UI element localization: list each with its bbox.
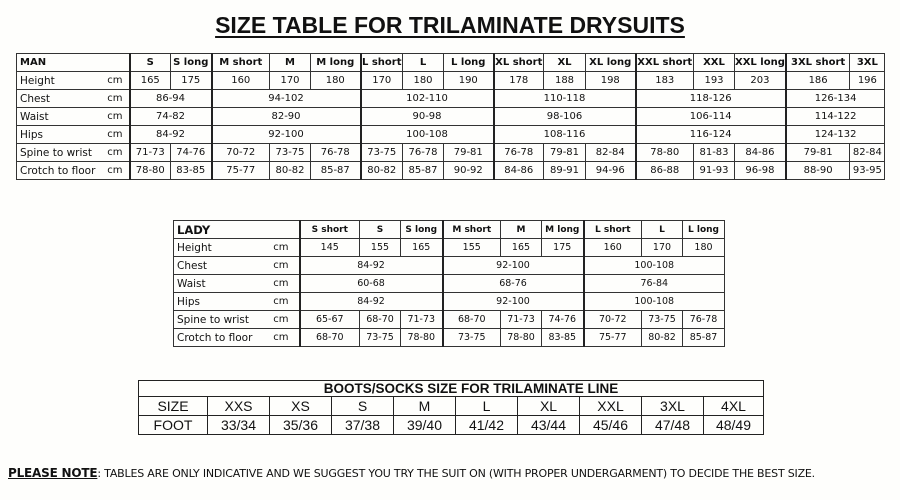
unit-label: cm	[258, 275, 300, 293]
cell: 74-82	[130, 108, 212, 126]
size-header: XXL short	[636, 54, 694, 72]
size-header: M	[501, 221, 542, 239]
cell: 74-76	[171, 144, 212, 162]
unit-label: cm	[105, 144, 130, 162]
boots-table-title: BOOTS/SOCKS SIZE FOR TRILAMINATE LINE	[139, 381, 764, 397]
cell: 84-92	[130, 126, 212, 144]
cell: 68-70	[300, 329, 360, 347]
size-header: S short	[300, 221, 360, 239]
row-label: Waist	[174, 275, 258, 293]
size-header: L short	[361, 54, 403, 72]
row-label: Hips	[174, 293, 258, 311]
unit-label: cm	[258, 311, 300, 329]
page-title	[0, 12, 900, 39]
cell: 81-83	[694, 144, 735, 162]
unit-label: cm	[258, 293, 300, 311]
cell: 178	[494, 72, 544, 90]
cell: 70-72	[584, 311, 642, 329]
lady-header-label: LADY	[174, 221, 300, 239]
cell: 118-126	[636, 90, 786, 108]
cell: 4XL	[704, 397, 764, 416]
unit-label: cm	[105, 162, 130, 180]
size-header: XL short	[494, 54, 544, 72]
cell: 82-84	[850, 144, 885, 162]
cell: 170	[361, 72, 403, 90]
unit-label: cm	[105, 90, 130, 108]
cell: 165	[401, 239, 443, 257]
cell: 86-94	[130, 90, 212, 108]
cell: 126-134	[786, 90, 885, 108]
man-header-label: MAN	[17, 54, 130, 72]
man-chest-row	[17, 90, 885, 108]
man-height-row	[17, 72, 885, 90]
size-header: M short	[443, 221, 501, 239]
cell: 94-96	[586, 162, 636, 180]
unit-label: cm	[258, 329, 300, 347]
row-label: Chest	[174, 257, 258, 275]
cell: 48/49	[704, 416, 764, 435]
cell: 98-106	[494, 108, 636, 126]
cell: 80-82	[361, 162, 403, 180]
size-header: 3XL	[850, 54, 885, 72]
cell: 90-98	[361, 108, 494, 126]
man-header-row	[17, 54, 885, 72]
cell: 83-85	[171, 162, 212, 180]
cell: 76-78	[494, 144, 544, 162]
cell: 45/46	[580, 416, 642, 435]
cell: 155	[360, 239, 401, 257]
cell: 73-75	[270, 144, 311, 162]
row-label: FOOT	[139, 416, 208, 435]
cell: 37/38	[332, 416, 394, 435]
row-label: Spine to wrist	[17, 144, 105, 162]
cell: 175	[171, 72, 212, 90]
cell: 78-80	[501, 329, 542, 347]
unit-label: cm	[105, 108, 130, 126]
size-header: L	[642, 221, 683, 239]
cell: 90-92	[444, 162, 494, 180]
cell: 82-84	[586, 144, 636, 162]
cell: 73-75	[642, 311, 683, 329]
cell: 75-77	[212, 162, 270, 180]
size-header: XL	[544, 54, 586, 72]
cell: 73-75	[443, 329, 501, 347]
cell: 102-110	[361, 90, 494, 108]
cell: 68-70	[443, 311, 501, 329]
cell: 73-75	[361, 144, 403, 162]
cell: 165	[130, 72, 171, 90]
size-header: L long	[683, 221, 725, 239]
cell: 71-73	[130, 144, 171, 162]
note-label: PLEASE NOTE	[8, 466, 98, 480]
cell: XXS	[208, 397, 270, 416]
size-header: M short	[212, 54, 270, 72]
cell: 198	[586, 72, 636, 90]
cell: 76-84	[584, 275, 725, 293]
cell: XL	[518, 397, 580, 416]
cell: 39/40	[394, 416, 456, 435]
row-label: Spine to wrist	[174, 311, 258, 329]
row-label: Height	[17, 72, 105, 90]
note-text: : TABLES ARE ONLY INDICATIVE AND WE SUGGEST YOU TRY THE SUIT ON (WITH PROPER UNDERGARMENT) TO DECIDE THE BEST SIZE.	[97, 467, 815, 480]
man-waist-row	[17, 108, 885, 126]
cell: 75-77	[584, 329, 642, 347]
size-header: M long	[311, 54, 361, 72]
cell: 78-80	[401, 329, 443, 347]
cell: 93-95	[850, 162, 885, 180]
size-header: M long	[542, 221, 584, 239]
man-spine-row	[17, 144, 885, 162]
cell: 89-91	[544, 162, 586, 180]
man-hips-row	[17, 126, 885, 144]
cell: 84-86	[494, 162, 544, 180]
cell: 78-80	[636, 144, 694, 162]
lady-size-table	[173, 220, 725, 347]
cell: 92-100	[212, 126, 361, 144]
row-label: Waist	[17, 108, 105, 126]
cell: 73-75	[360, 329, 401, 347]
cell: 91-93	[694, 162, 735, 180]
cell: 60-68	[300, 275, 443, 293]
boots-title-row	[139, 381, 764, 397]
cell: 96-98	[735, 162, 786, 180]
size-header: M	[270, 54, 311, 72]
row-label: Crotch to floor	[174, 329, 258, 347]
cell: 76-78	[683, 311, 725, 329]
cell: 74-76	[542, 311, 584, 329]
row-label: Height	[174, 239, 258, 257]
cell: 196	[850, 72, 885, 90]
size-header: XXL	[694, 54, 735, 72]
cell: XS	[270, 397, 332, 416]
size-header: S long	[171, 54, 212, 72]
cell: 84-86	[735, 144, 786, 162]
size-header: S	[360, 221, 401, 239]
cell: 170	[270, 72, 311, 90]
lady-header-row	[174, 221, 725, 239]
cell: 85-87	[311, 162, 361, 180]
lady-hips-row	[174, 293, 725, 311]
man-crotch-row	[17, 162, 885, 180]
cell: 190	[444, 72, 494, 90]
cell: 170	[642, 239, 683, 257]
cell: 180	[403, 72, 444, 90]
unit-label: cm	[105, 126, 130, 144]
cell: 85-87	[683, 329, 725, 347]
cell: 80-82	[642, 329, 683, 347]
cell: 124-132	[786, 126, 885, 144]
cell: 186	[786, 72, 850, 90]
cell: 100-108	[584, 257, 725, 275]
cell: 145	[300, 239, 360, 257]
cell: 203	[735, 72, 786, 90]
boots-size-row	[139, 397, 764, 416]
cell: 94-102	[212, 90, 361, 108]
cell: 33/34	[208, 416, 270, 435]
cell: 35/36	[270, 416, 332, 435]
boots-size-table	[138, 380, 764, 435]
cell: 68-70	[360, 311, 401, 329]
cell: 78-80	[130, 162, 171, 180]
lady-spine-row	[174, 311, 725, 329]
cell: 155	[443, 239, 501, 257]
cell: 3XL	[642, 397, 704, 416]
row-label: Chest	[17, 90, 105, 108]
size-header: 3XL short	[786, 54, 850, 72]
cell: 175	[542, 239, 584, 257]
cell: 79-81	[444, 144, 494, 162]
cell: 180	[311, 72, 361, 90]
cell: 100-108	[361, 126, 494, 144]
size-header: S long	[401, 221, 443, 239]
cell: 160	[212, 72, 270, 90]
cell: 80-82	[270, 162, 311, 180]
cell: 71-73	[401, 311, 443, 329]
cell: 160	[584, 239, 642, 257]
cell: 71-73	[501, 311, 542, 329]
cell: 193	[694, 72, 735, 90]
cell: 47/48	[642, 416, 704, 435]
cell: 114-122	[786, 108, 885, 126]
cell: 43/44	[518, 416, 580, 435]
cell: 180	[683, 239, 725, 257]
size-header: L short	[584, 221, 642, 239]
cell: 86-88	[636, 162, 694, 180]
cell: 68-76	[443, 275, 584, 293]
cell: 85-87	[403, 162, 444, 180]
cell: S	[332, 397, 394, 416]
cell: 100-108	[584, 293, 725, 311]
cell: 165	[501, 239, 542, 257]
lady-chest-row	[174, 257, 725, 275]
cell: 41/42	[456, 416, 518, 435]
size-header: L	[403, 54, 444, 72]
row-label: Crotch to floor	[17, 162, 105, 180]
man-size-table	[16, 53, 885, 180]
cell: 183	[636, 72, 694, 90]
cell: 88-90	[786, 162, 850, 180]
cell: L	[456, 397, 518, 416]
size-header: S	[130, 54, 171, 72]
size-header: XXL long	[735, 54, 786, 72]
cell: 76-78	[403, 144, 444, 162]
cell: 106-114	[636, 108, 786, 126]
unit-label: cm	[105, 72, 130, 90]
cell: 92-100	[443, 257, 584, 275]
cell: M	[394, 397, 456, 416]
cell: 79-81	[544, 144, 586, 162]
cell: 79-81	[786, 144, 850, 162]
unit-label: cm	[258, 239, 300, 257]
lady-crotch-row	[174, 329, 725, 347]
row-label: Hips	[17, 126, 105, 144]
size-header: L long	[444, 54, 494, 72]
cell: 188	[544, 72, 586, 90]
cell: 76-78	[311, 144, 361, 162]
cell: 92-100	[443, 293, 584, 311]
boots-foot-row	[139, 416, 764, 435]
lady-height-row	[174, 239, 725, 257]
page-title-text: SIZE TABLE FOR TRILAMINATE DRYSUITS	[215, 12, 685, 38]
unit-label: cm	[258, 257, 300, 275]
cell: 82-90	[212, 108, 361, 126]
cell: 70-72	[212, 144, 270, 162]
cell: XXL	[580, 397, 642, 416]
cell: 108-116	[494, 126, 636, 144]
cell: 83-85	[542, 329, 584, 347]
row-label: SIZE	[139, 397, 208, 416]
size-header: XL long	[586, 54, 636, 72]
disclaimer-note	[8, 466, 815, 480]
cell: 84-92	[300, 257, 443, 275]
cell: 116-124	[636, 126, 786, 144]
cell: 65-67	[300, 311, 360, 329]
cell: 84-92	[300, 293, 443, 311]
lady-waist-row	[174, 275, 725, 293]
cell: 110-118	[494, 90, 636, 108]
